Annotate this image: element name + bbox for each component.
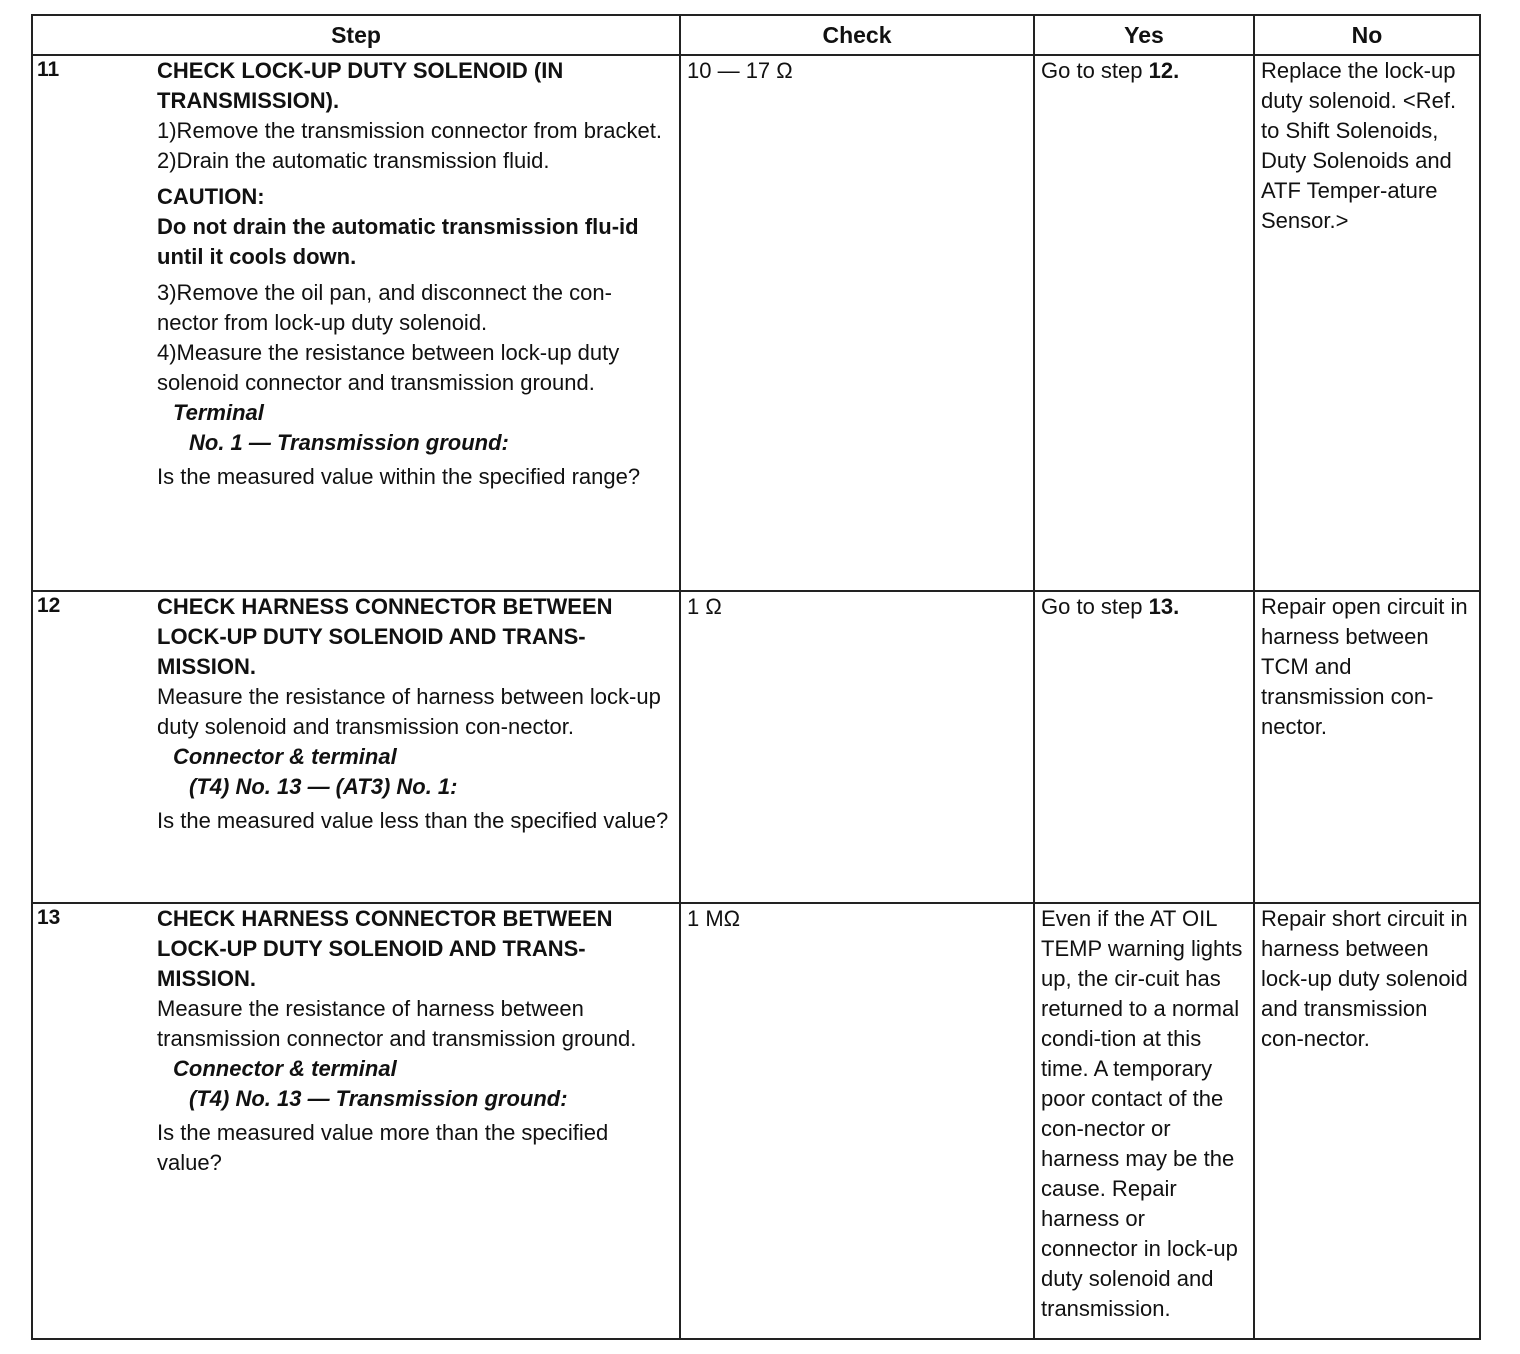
step-cell (32, 591, 680, 903)
table-row (32, 903, 1480, 1339)
step-title: CHECK LOCK-UP DUTY SOLENOID (IN TRANSMISSION). (157, 58, 564, 113)
no-cell: Repair short circuit in harness between lock-up duty solenoid and transmission con-nector. (1254, 903, 1480, 1339)
terminal-label: Terminal (173, 400, 264, 425)
table-row (32, 591, 1480, 903)
diagnostic-table (31, 14, 1481, 1340)
step-description: Measure the resistance of harness between transmission connector and transmission ground. (157, 996, 637, 1051)
check-value: 1 MΩ (680, 903, 1034, 1339)
terminal-label: Connector & terminal (173, 744, 397, 769)
check-value: 10 — 17 Ω (680, 55, 1034, 591)
caution-text: Do not drain the automatic transmission flu-id until it cools down. (157, 214, 639, 269)
step-instruction: 3)Remove the oil pan, and disconnect the con-nector from lock-up duty solenoid. (157, 280, 612, 335)
step-cell (32, 903, 680, 1339)
header-yes: Yes (1034, 15, 1254, 55)
caution-label: CAUTION: (157, 184, 265, 209)
step-question: Is the measured value more than the specified value? (157, 1120, 609, 1175)
header-row (32, 15, 1480, 55)
step-instruction: 4)Measure the resistance between lock-up duty solenoid connector and transmission ground. (157, 340, 620, 395)
header-step: Step (32, 15, 680, 55)
yes-text: Go to step (1041, 594, 1149, 619)
terminal-value: (T4) No. 13 — (AT3) No. 1: (189, 774, 458, 799)
step-cell (32, 55, 680, 591)
step-number: 13 (37, 906, 61, 929)
check-value: 1 Ω (680, 591, 1034, 903)
yes-step-link: 13. (1148, 594, 1180, 619)
no-cell: Repair open circuit in harness between TCM and transmission con-nector. (1254, 591, 1480, 903)
terminal-value: (T4) No. 13 — Transmission ground: (189, 1086, 568, 1111)
step-body (151, 592, 679, 842)
header-check: Check (680, 15, 1034, 55)
yes-cell (1034, 591, 1254, 903)
no-cell: Replace the lock-up duty solenoid. <Ref. to Shift Solenoids, Duty Solenoids and ATF Temper-ature Sensor.> (1254, 55, 1480, 591)
yes-text: Go to step (1041, 58, 1149, 83)
yes-cell: Even if the AT OIL TEMP warning lights up, the cir-cuit has returned to a normal condi-tion at this time. A temporary poor contact of the con-nector or harness may be the cause. Repair harness or connector in lock-up duty solenoid and transmission. (1034, 903, 1254, 1339)
step-instruction: 1)Remove the transmission connector from bracket. (157, 118, 662, 143)
yes-step-link: 12. (1148, 58, 1180, 83)
step-description: Measure the resistance of harness between lock-up duty solenoid and transmission con-nector. (157, 684, 661, 739)
step-body (151, 56, 679, 498)
step-number: 11 (37, 58, 60, 81)
step-title: CHECK HARNESS CONNECTOR BETWEEN LOCK-UP DUTY SOLENOID AND TRANS-MISSION. (157, 594, 613, 679)
step-body (151, 904, 679, 1184)
terminal-label: Connector & terminal (173, 1056, 397, 1081)
step-title: CHECK HARNESS CONNECTOR BETWEEN LOCK-UP DUTY SOLENOID AND TRANS-MISSION. (157, 906, 613, 991)
step-question: Is the measured value less than the specified value? (157, 808, 669, 833)
terminal-value: No. 1 — Transmission ground: (189, 430, 509, 455)
step-question: Is the measured value within the specified range? (157, 464, 641, 489)
yes-cell (1034, 55, 1254, 591)
step-instruction: 2)Drain the automatic transmission fluid. (157, 148, 550, 173)
header-no: No (1254, 15, 1480, 55)
step-number: 12 (37, 594, 61, 617)
table-row (32, 55, 1480, 591)
